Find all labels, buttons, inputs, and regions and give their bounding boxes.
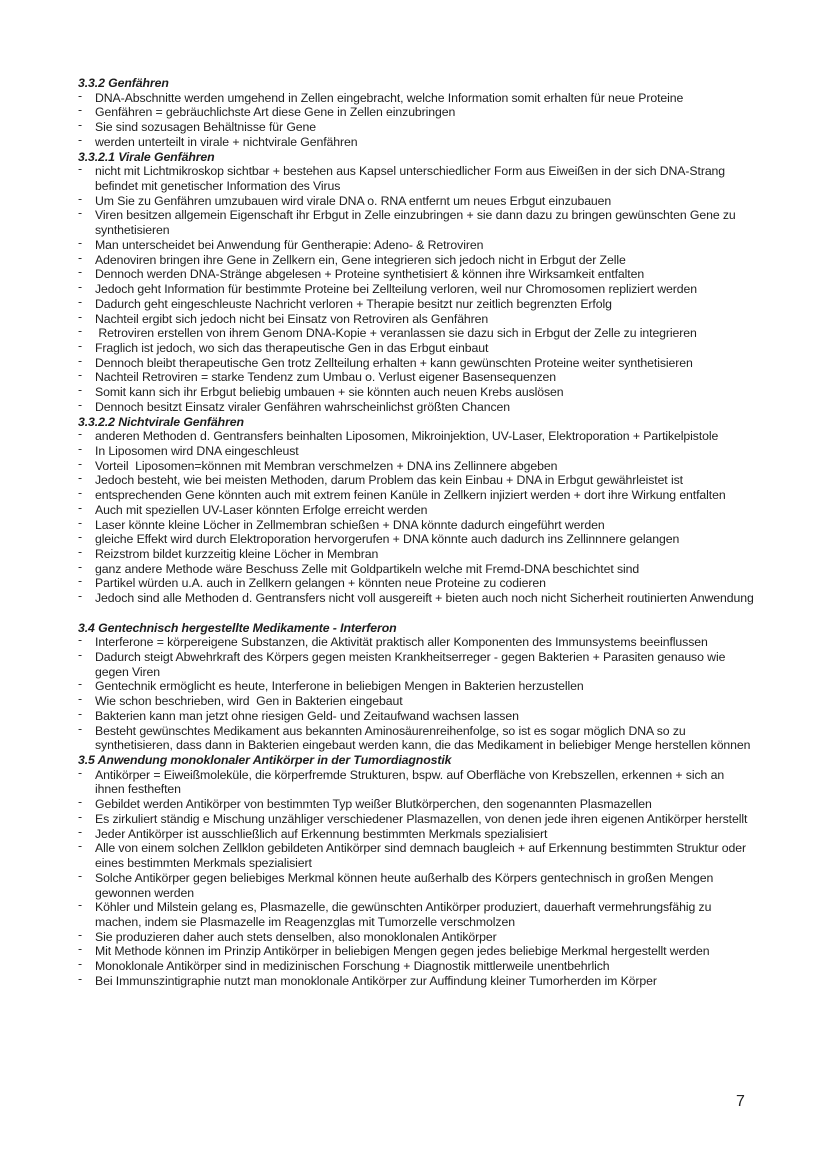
bullet-dash-icon: - <box>78 765 82 780</box>
section <box>78 150 754 415</box>
page-number: 7 <box>736 1093 745 1110</box>
bullet-item <box>78 294 754 312</box>
bullet-item <box>78 279 754 297</box>
bullet-dash-icon: - <box>78 573 82 588</box>
bullet-text: Nachteil ergibt sich jedoch nicht bei Einsatz von Retroviren als Genfähren <box>95 311 489 326</box>
bullet-item <box>78 323 754 341</box>
bullet-text: Nachteil Retroviren = starke Tendenz zum Umbau o. Verlust eigener Basensequenzen <box>95 370 557 385</box>
bullet-text: Jeder Antikörper ist ausschließlich auf Erkennung bestimmten Merkmals spezialisiert <box>95 826 548 841</box>
section-heading: 3.5 Anwendung monoklonaler Antikörper in der Tumordiagnostik <box>78 753 452 768</box>
bullet-dash-icon: - <box>78 941 82 956</box>
bullet-text: Sie produzieren daher auch stets denselben, also monoklonalen Antikörper <box>95 929 497 944</box>
bullet-dash-icon: - <box>78 559 82 574</box>
bullet-item <box>78 117 754 135</box>
bullet-text: Besteht gewünschtes Medikament aus bekannten Aminosäurenreihenfolge, so ist es sogar möglich DNA so zu synthetisieren, dass dann in Bakterien eingebaut werden kann, die das Medikament in beliebiger Menge herstellen können <box>95 723 751 753</box>
section <box>78 415 754 606</box>
bullet-text: Retroviren erstellen von ihrem Genom DNA-Kopie + veranlassen sie dazu sich in Erbgut der Zelle zu integrieren <box>95 326 697 341</box>
bullet-dash-icon: - <box>78 117 82 132</box>
bullet-dash-icon: - <box>78 971 82 986</box>
bullet-dash-icon: - <box>78 191 82 206</box>
bullet-dash-icon: - <box>78 868 82 883</box>
bullet-text: Wie schon beschrieben, wird Gen in Bakterien eingebaut <box>95 694 403 709</box>
bullet-item <box>78 927 754 945</box>
bullet-dash-icon: - <box>78 132 82 147</box>
document-content <box>78 76 754 989</box>
bullet-item <box>78 544 754 562</box>
bullet-item <box>78 441 754 459</box>
bullet-item <box>78 897 754 929</box>
bullet-dash-icon: - <box>78 235 82 250</box>
bullet-text: Man unterscheidet bei Anwendung für Gentherapie: Adeno- & Retroviren <box>95 237 484 252</box>
bullet-text: Reizstrom bildet kurzzeitig kleine Löcher in Membran <box>95 547 379 561</box>
bullet-item <box>78 971 754 989</box>
bullet-item <box>78 88 754 106</box>
bullet-dash-icon: - <box>78 338 82 353</box>
bullet-dash-icon: - <box>78 794 82 809</box>
bullet-dash-icon: - <box>78 515 82 530</box>
bullet-dash-icon: - <box>78 544 82 559</box>
bullet-item <box>78 309 754 327</box>
bullet-text: gleiche Effekt wird durch Elektroporation hervorgerufen + DNA könnte auch dadurch ins Zellinnnere gelangen <box>95 532 680 547</box>
bullet-dash-icon: - <box>78 323 82 338</box>
bullet-item <box>78 956 754 974</box>
bullet-dash-icon: - <box>78 279 82 294</box>
bullet-item <box>78 161 754 194</box>
bullet-text: Gebildet werden Antikörper von bestimmten Typ weißer Blutkörperchen, den sogenannten Plasmazellen <box>95 797 652 812</box>
bullet-item <box>78 485 754 503</box>
bullet-dash-icon: - <box>78 382 82 397</box>
bullet-item <box>78 338 754 356</box>
bullet-item <box>78 676 754 694</box>
bullet-item <box>78 559 754 577</box>
bullet-text: Alle von einem solchen Zellklon gebildeten Antikörper sind demnach baugleich + auf Erkennung bestimmten Struktur oder eines bestimmten Merkmals spezialisiert <box>95 841 750 871</box>
bullet-text: Monoklonale Antikörper sind in medizinischen Forschung + Diagnostik mittlerweile unentbehrlich <box>95 959 610 974</box>
bullet-text: Genfähren = gebräuchlichste Art diese Gene in Zellen einzubringen <box>95 105 456 120</box>
bullet-dash-icon: - <box>78 397 82 412</box>
bullet-text: DNA-Abschnitte werden umgehend in Zellen eingebracht, welche Information somit erhalten für neue Proteine <box>95 90 684 105</box>
bullet-dash-icon: - <box>78 838 82 853</box>
bullet-text: Dennoch werden DNA-Stränge abgelesen + Proteine synthetisiert & können ihre Wirksamkeit entfalten <box>95 267 645 282</box>
bullet-item <box>78 397 754 415</box>
bullet-item <box>78 647 754 679</box>
bullet-text: Bei Immunszintigraphie nutzt man monoklonale Antikörper zur Auffindung kleiner Tumorherden im Körper <box>95 973 657 988</box>
bullet-text: Es zirkuliert ständig e Mischung unzähliger verschiedener Plasmazellen, von denen jede ihren eigenen Antikörper herstellt <box>95 811 748 826</box>
section-heading: 3.4 Gentechnisch hergestellte Medikamente - Interferon <box>78 620 397 635</box>
bullet-dash-icon: - <box>78 632 82 647</box>
section-heading: 3.3.2.1 Virale Genfähren <box>78 149 215 164</box>
bullet-item <box>78 838 754 871</box>
bullet-text: Köhler und Milstein gelang es, Plasmazelle, die gewünschten Antikörper produziert, dauerhaft vermehrungsfähig zu machen, indem sie Plasmazelle im Reagenzglas mit Tumorzelle verschmolzen <box>95 900 715 929</box>
section-heading: 3.3.2 Genfähren <box>78 76 169 90</box>
bullet-text: Interferone = körpereigene Substanzen, die Aktivität praktisch aller Komponenten des Immunsystems beeinflussen <box>95 635 708 650</box>
bullet-dash-icon: - <box>78 824 82 839</box>
bullet-dash-icon: - <box>78 441 82 456</box>
bullet-item <box>78 691 754 709</box>
bullet-text: Partikel würden u.A. auch in Zellkern gelangen + könnten neue Proteine zu codieren <box>95 576 546 591</box>
bullet-item <box>78 941 754 959</box>
bullet-item <box>78 632 754 650</box>
bullet-item <box>78 426 754 444</box>
bullet-dash-icon: - <box>78 956 82 971</box>
bullet-text: Somit kann sich ihr Erbgut beliebig umbauen + sie könnten auch neuen Krebs auslösen <box>95 385 564 400</box>
bullet-item <box>78 382 754 400</box>
section-heading: 3.3.2.2 Nichtvirale Genfähren <box>78 414 244 429</box>
bullet-dash-icon: - <box>78 647 82 662</box>
bullet-text: Um Sie zu Genfähren umzubauen wird virale DNA o. RNA entfernt um neues Erbgut einzubauen <box>95 193 612 208</box>
bullet-dash-icon: - <box>78 264 82 279</box>
bullet-dash-icon: - <box>78 676 82 691</box>
bullet-dash-icon: - <box>78 250 82 265</box>
bullet-item <box>78 573 754 591</box>
bullet-text: Mit Methode können im Prinzip Antikörper in beliebigen Mengen gegen jedes beliebige Merkmal hergestellt werden <box>95 944 710 959</box>
bullet-dash-icon: - <box>78 927 82 942</box>
bullet-item <box>78 102 754 120</box>
bullet-dash-icon: - <box>78 102 82 117</box>
bullet-item <box>78 456 754 474</box>
bullet-dash-icon: - <box>78 721 82 736</box>
bullet-dash-icon: - <box>78 691 82 706</box>
section <box>78 76 754 150</box>
bullet-text: Laser könnte kleine Löcher in Zellmembran schießen + DNA könnte dadurch eingeführt werden <box>95 517 605 532</box>
bullet-text: In Liposomen wird DNA eingeschleust <box>95 443 299 458</box>
bullet-text: Adenoviren bringen ihre Gene in Zellkern ein, Gene integrieren sich jedoch nicht in Erbgut der Zelle <box>95 252 626 267</box>
bullet-text: anderen Methoden d. Gentransfers beinhalten Liposomen, Mikroinjektion, UV-Laser, Elektroporation + Partikelpistole <box>95 429 719 444</box>
bullet-item <box>78 353 754 371</box>
bullet-dash-icon: - <box>78 309 82 323</box>
bullet-text: Jedoch geht Information für bestimmte Proteine bei Zellteilung verloren, weil nur Chromosomen repliziert werden <box>95 282 697 297</box>
bullet-item <box>78 250 754 268</box>
bullet-item <box>78 367 754 385</box>
bullet-text: Jedoch besteht, wie bei meisten Methoden, darum Problem das kein Einbau + DNA in Erbgut gewährleistet ist <box>95 473 683 488</box>
bullet-dash-icon: - <box>78 294 82 309</box>
bullet-item <box>78 588 754 606</box>
bullet-item <box>78 794 754 812</box>
bullet-text: Dadurch geht eingeschleuste Nachricht verloren + Therapie besitzt nur zeitlich begrenzten Erfolg <box>95 296 612 311</box>
bullet-dash-icon: - <box>78 470 82 485</box>
bullet-item <box>78 515 754 533</box>
bullet-dash-icon: - <box>78 500 82 515</box>
bullet-text: entsprechenden Gene könnten auch mit extrem feinen Kanüle in Zellkern injiziert werden + dort ihre Wirkung entfalten <box>95 488 726 503</box>
bullet-text: Jedoch sind alle Methoden d. Gentransfers nicht voll ausgereift + bieten auch noch nicht Sicherheit routinierten Anwendung <box>95 591 754 606</box>
bullet-dash-icon: - <box>78 897 82 912</box>
bullet-dash-icon: - <box>78 456 82 471</box>
bullet-text: Dennoch besitzt Einsatz viraler Genfähren wahrscheinlichst größten Chancen <box>95 399 511 414</box>
bullet-dash-icon: - <box>78 161 82 176</box>
bullet-dash-icon: - <box>78 588 82 603</box>
bullet-text: Dennoch bleibt therapeutische Gen trotz Zellteilung erhalten + kann gewünschten Proteine weiter synthetisieren <box>95 355 693 370</box>
bullet-text: nicht mit Lichtmikroskop sichtbar + bestehen aus Kapsel unterschiedlicher Form aus Eiweißen in der sich DNA-Strang befindet mit genetischer Information des Virus <box>95 164 729 194</box>
bullet-text: werden unterteilt in virale + nichtvirale Genfähren <box>95 134 358 149</box>
bullet-item <box>78 868 754 900</box>
bullet-text: Gentechnik ermöglicht es heute, Interferone in beliebigen Mengen in Bakterien herzustellen <box>95 679 584 694</box>
bullet-item <box>78 235 754 253</box>
bullet-dash-icon: - <box>78 426 82 441</box>
bullet-dash-icon: - <box>78 809 82 824</box>
bullet-dash-icon: - <box>78 88 82 103</box>
bullet-dash-icon: - <box>78 205 82 220</box>
bullet-dash-icon: - <box>78 485 82 500</box>
bullet-text: ganz andere Methode wäre Beschuss Zelle mit Goldpartikeln welche mit Fremd-DNA beschichtet sind <box>95 561 640 576</box>
bullet-item <box>78 824 754 842</box>
bullet-item <box>78 470 754 488</box>
bullet-dash-icon: - <box>78 353 82 368</box>
bullet-text: Fraglich ist jedoch, wo sich das therapeutische Gen in das Erbgut einbaut <box>95 340 489 355</box>
bullet-text: Antikörper = Eiweißmoleküle, die körperfremde Strukturen, bspw. auf Oberfläche von Krebszellen, erkennen + sich an ihnen festheften <box>95 767 728 797</box>
bullet-item <box>78 706 754 724</box>
bullet-text: Vorteil Liposomen=können mit Membran verschmelzen + DNA ins Zellinnere abgeben <box>95 458 558 473</box>
bullet-text: Dadurch steigt Abwehrkraft des Körpers gegen meisten Krankheitserreger - gegen Bakterien + Parasiten genauso wie gegen Viren <box>95 650 729 679</box>
bullet-dash-icon: - <box>78 706 82 721</box>
bullet-text: Viren besitzen allgemein Eigenschaft ihr Erbgut in Zelle einzubringen + sie dann dazu zu bringen gewünschten Gene zu synthetisieren <box>95 208 739 238</box>
bullet-item <box>78 205 754 238</box>
bullet-text: Auch mit speziellen UV-Laser könnten Erfolge erreicht werden <box>95 502 428 517</box>
bullet-item <box>78 500 754 518</box>
bullet-item <box>78 529 754 547</box>
bullet-item <box>78 191 754 209</box>
section <box>78 753 754 989</box>
section <box>78 621 754 753</box>
bullet-text: Solche Antikörper gegen beliebiges Merkmal können heute außerhalb des Körpers gentechnisch in großen Mengen gewonnen werden <box>95 870 717 900</box>
bullet-item <box>78 809 754 827</box>
bullet-item <box>78 132 754 150</box>
bullet-dash-icon: - <box>78 367 82 382</box>
bullet-dash-icon: - <box>78 529 82 544</box>
bullet-item <box>78 721 754 753</box>
bullet-text: Bakterien kann man jetzt ohne riesigen Geld- und Zeitaufwand wachsen lassen <box>95 708 519 723</box>
bullet-item <box>78 264 754 282</box>
bullet-item <box>78 765 754 797</box>
bullet-text: Sie sind sozusagen Behältnisse für Gene <box>95 120 316 135</box>
